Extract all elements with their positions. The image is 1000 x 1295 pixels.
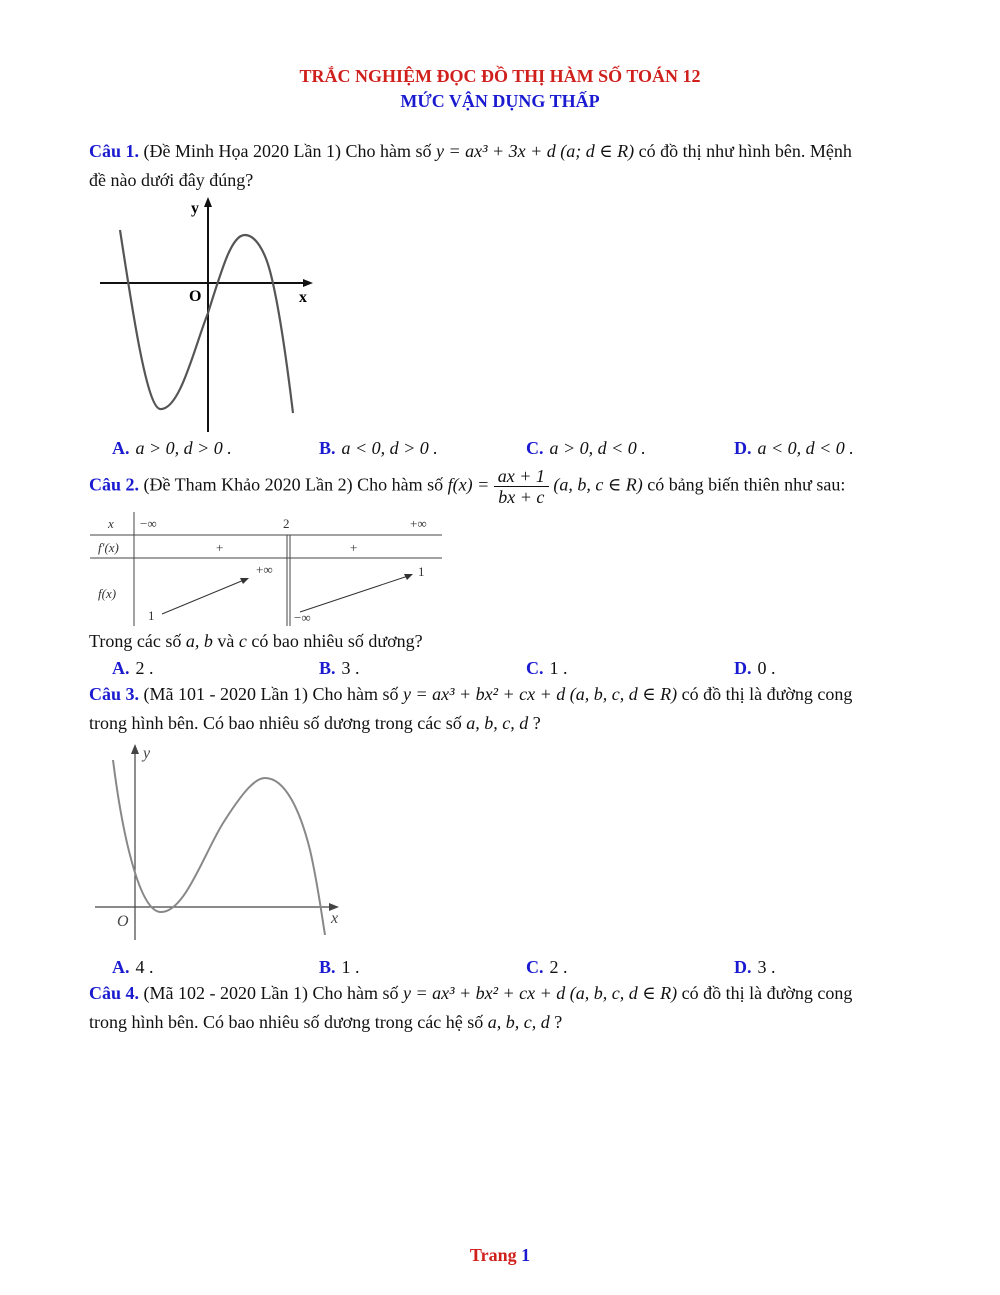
choice-c[interactable] [526, 957, 568, 978]
x-axis-label: x [299, 289, 307, 306]
choice-label: D. [734, 658, 752, 678]
fraction-denominator: bx + c [498, 487, 545, 507]
question-label: Câu 4. [89, 983, 140, 1003]
question-source: (Mã 102 - 2020 Lần 1) Cho hàm số [143, 983, 399, 1003]
choice-b[interactable] [319, 957, 360, 978]
page-number: 1 [521, 1245, 531, 1265]
fraction-numerator: ax + 1 [494, 466, 549, 487]
prompt-text: Trong các số [89, 631, 182, 651]
question-text: có đồ thị là đường cong [681, 983, 853, 1003]
table-x-value: −∞ [140, 516, 157, 531]
choice-text: 1 . [341, 957, 360, 977]
function-formula-left: f(x) = [447, 474, 490, 495]
question-end: ? [532, 713, 541, 733]
table-f-value: 1 [148, 608, 155, 623]
choice-label: C. [526, 957, 544, 977]
x-axis-label: x [331, 910, 339, 927]
choice-d[interactable] [734, 957, 776, 978]
question-2-prompt [89, 627, 919, 656]
table-f-value: −∞ [294, 610, 311, 625]
fraction [494, 466, 549, 507]
table-f-value: 1 [418, 564, 425, 579]
choice-label: B. [319, 438, 336, 458]
origin-label: O [189, 288, 202, 305]
question-vars: a, b, c, d [487, 1012, 550, 1032]
function-formula: y = ax³ + bx² + cx + d (a, b, c, d ∈ R) [402, 684, 678, 704]
page-footer [0, 1245, 1000, 1266]
question-source: (Mã 101 - 2020 Lần 1) Cho hàm số [143, 684, 399, 704]
choice-label: C. [526, 658, 544, 678]
choice-text: a > 0, d < 0 . [549, 438, 646, 458]
table-sign: + [216, 540, 224, 555]
choice-text: a < 0, d > 0 . [341, 438, 438, 458]
choice-text: 2 . [549, 957, 568, 977]
y-axis-label: y [143, 745, 151, 762]
choice-b[interactable] [319, 658, 360, 679]
document-subtitle: MỨC VẬN DỤNG THẤP [400, 91, 600, 111]
table-fprime-label: f′(x) [98, 540, 119, 555]
choice-a[interactable] [112, 438, 232, 459]
question-text: có đồ thị là đường cong [681, 684, 853, 704]
choice-label: B. [319, 658, 336, 678]
choice-label: A. [112, 658, 130, 678]
table-f-label: f(x) [98, 586, 117, 601]
choice-b[interactable] [319, 438, 438, 459]
function-formula-right: (a, b, c ∈ R) [553, 474, 643, 495]
page-word: Trang [469, 1245, 517, 1265]
choice-text: a < 0, d < 0 . [757, 438, 854, 458]
choice-label: A. [112, 438, 130, 458]
choice-label: A. [112, 957, 130, 977]
question-label: Câu 2. [89, 474, 140, 495]
choice-d[interactable] [734, 438, 854, 459]
question-text: có bảng biến thiên như sau: [647, 474, 846, 495]
prompt-text: có bao nhiêu số dương? [251, 631, 423, 651]
question-text-line2: trong hình bên. Có bao nhiêu số dương trong các số [89, 713, 462, 733]
choice-label: B. [319, 957, 336, 977]
question-label: Câu 3. [89, 684, 140, 704]
table-x-label: x [108, 516, 114, 531]
question-vars: a, b, c, d [466, 713, 529, 733]
table-x-value: 2 [283, 516, 290, 531]
document-title: TRẮC NGHIỆM ĐỌC ĐỒ THỊ HÀM SỐ TOÁN 12 [299, 66, 701, 86]
q3-graph [95, 740, 355, 945]
choice-label: D. [734, 438, 752, 458]
q1-graph [95, 195, 325, 435]
cubic-curve [113, 760, 325, 935]
origin-label: O [117, 913, 129, 930]
prompt-vars: a, b [185, 631, 213, 651]
choice-text: 1 . [549, 658, 568, 678]
choice-text: 3 . [341, 658, 360, 678]
table-x-value: +∞ [410, 516, 427, 531]
choice-label: D. [734, 957, 752, 977]
choice-a[interactable] [112, 658, 154, 679]
choice-text: 0 . [757, 658, 776, 678]
choice-d[interactable] [734, 658, 776, 679]
choice-text: 3 . [757, 957, 776, 977]
choice-a[interactable] [112, 957, 154, 978]
question-text-line2: trong hình bên. Có bao nhiêu số dương trong các hệ số [89, 1012, 484, 1032]
prompt-text: và [217, 631, 235, 651]
choice-c[interactable] [526, 438, 646, 459]
question-4 [89, 979, 919, 1037]
prompt-vars: c [238, 631, 247, 651]
variation-table [90, 510, 445, 630]
question-label: Câu 1. [89, 141, 140, 161]
question-2 [89, 466, 919, 507]
question-end: ? [554, 1012, 563, 1032]
function-formula: y = ax³ + bx² + cx + d (a, b, c, d ∈ R) [402, 983, 678, 1003]
choice-text: 4 . [135, 957, 154, 977]
cubic-curve [120, 230, 293, 413]
choice-c[interactable] [526, 658, 568, 679]
question-source: (Đề Tham Khảo 2020 Lần 2) Cho hàm số [143, 474, 444, 495]
function-formula: y = ax³ + 3x + d (a; d ∈ R) [435, 141, 635, 161]
question-source: (Đề Minh Họa 2020 Lần 1) Cho hàm số [143, 141, 432, 161]
question-1 [89, 137, 919, 195]
table-f-value: +∞ [256, 562, 273, 577]
question-text: có đồ thị như hình bên. Mệnh [638, 141, 852, 161]
choice-text: a > 0, d > 0 . [135, 438, 232, 458]
y-axis-label: y [191, 200, 199, 217]
choice-label: C. [526, 438, 544, 458]
question-3 [89, 680, 919, 738]
question-text-line2: đề nào dưới đây đúng? [89, 170, 254, 190]
choice-text: 2 . [135, 658, 154, 678]
table-sign: + [350, 540, 358, 555]
